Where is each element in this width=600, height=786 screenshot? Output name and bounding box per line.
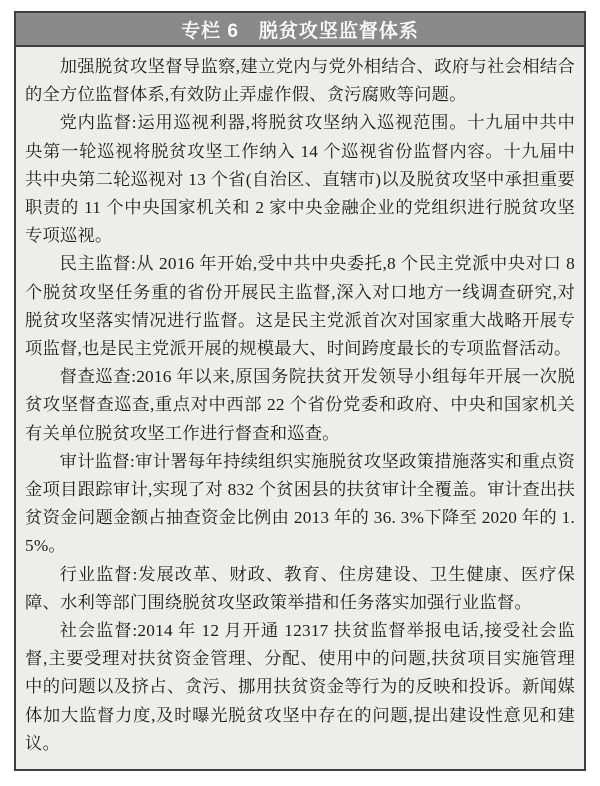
paragraph-party-supervision: 党内监督:运用巡视利器,将脱贫攻坚纳入巡视范围。十九届中共中央第一轮巡视将脱贫攻坚工作纳入 14 个巡视省份监督内容。十九届中共中央第二轮巡视对 13 个省(自治区、直辖市)以及脱贫攻坚中承担重要职责的 11 个中央国家机关和 2 家中央金融企业的党组织进行脱贫攻坚专项巡视。 [25,113,575,246]
panel-body [14,47,586,771]
panel-title: 专栏 6 脱贫攻坚监督体系 [181,20,419,42]
paragraph-democratic-supervision: 民主监督:从 2016 年开始,受中共中央委托,8 个民主党派中央对口 8 个脱贫攻坚任务重的省份开展民主监督,深入对口地方一线调查研究,对脱贫攻坚落实情况进行监督。这是民主党派首次对国家重大战略开展专项监督,也是民主党派开展的规模最大、时间跨度最长的专项监督活动。 [25,254,575,359]
panel-header [14,11,586,47]
paragraph-sector-supervision: 行业监督:发展改革、财政、教育、住房建设、卫生健康、医疗保障、水利等部门围绕脱贫攻坚政策举措和任务落实加强行业监督。 [25,564,575,612]
paragraph-inspection-tours: 督查巡查:2016 年以来,原国务院扶贫开发领导小组每年开展一次脱贫攻坚督查巡查,重点对中西部 22 个省份党委和政府、中央和国家机关有关单位脱贫攻坚工作进行督查和巡查。 [25,367,575,443]
paragraph-intro: 加强脱贫攻坚督导监察,建立党内与党外相结合、政府与社会相结合的全方位监督体系,有效防止弄虚作假、贪污腐败等问题。 [25,57,575,105]
column-panel [14,11,586,771]
paragraph-audit-supervision: 审计监督:审计署每年持续组织实施脱贫攻坚政策措施落实和重点资金项目跟踪审计,实现了对 832 个贫困县的扶贫审计全覆盖。审计查出扶贫资金问题金额占抽查资金比例由 2013 年的 36. 3%下降至 2020 年的 1. 5%。 [25,451,575,556]
paragraph-social-supervision: 社会监督:2014 年 12 月开通 12317 扶贫监督举报电话,接受社会监督,主要受理对扶贫资金管理、分配、使用中的问题,扶贫项目实施管理中的问题以及挤占、贪污、挪用扶贫资金等行为的反映和投诉。新闻媒体加大监督力度,及时曝光脱贫攻坚中存在的问题,提出建设性意见和建议。 [25,621,575,753]
